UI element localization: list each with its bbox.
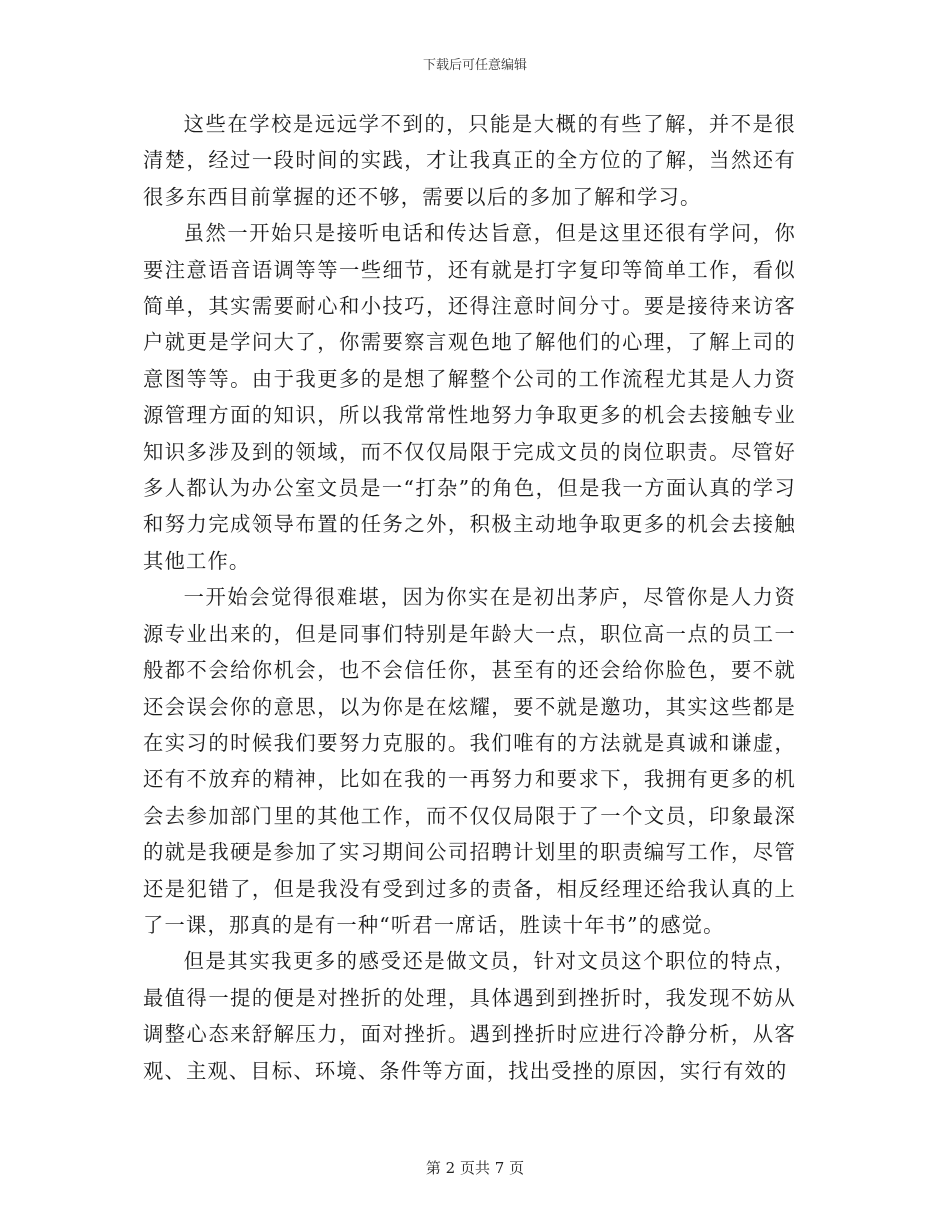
document-body [143,106,796,1089]
paragraph: 但是其实我更多的感受还是做文员，针对文员这个职位的特点，最值得一提的便是对挫折的处理，具体遇到到挫折时，我发现不妨从调整心态来舒解压力，面对挫折。遇到挫折时应进行冷静分析，从客观、主观、目标、环境、条件等方面，找出受挫的原因，实行有效的 [143,949,796,1083]
page-number-footer: 第 2 页共 7 页 [425,1159,525,1177]
page-header-note: 下载后可任意编辑 [422,58,527,73]
paragraph: 虽然一开始只是接听电话和传达旨意，但是这里还很有学问，你要注意语音语调等等一些细节，还有就是打字复印等简单工作，看似简单，其实需要耐心和小技巧，还得注意时间分寸。要是接待来访客户就更是学问大了，你需要察言观色地了解他们的心理，了解上司的意图等等。由于我更多的是想了解整个公司的工作流程尤其是人力资源管理方面的知识，所以我常常性地努力争取更多的机会去接触专业知识多涉及到的领域，而不仅仅局限于完成文员的岗位职责。尽管好多人都认为办公室文员是一“打杂”的角色，但是我一方面认真的学习和努力完成领导布置的任务之外，积极主动地争取更多的机会去接触其他工作。 [143,221,796,573]
paragraph: 一开始会觉得很难堪，因为你实在是初出茅庐，尽管你是人力资源专业出来的，但是同事们特别是年龄大一点，职位高一点的员工一般都不会给你机会，也不会信任你，甚至有的还会给你脸色，要不就还会误会你的意思，以为你是在炫耀，要不就是邀功，其实这些都是在实习的时候我们要努力克服的。我们唯有的方法就是真诚和谦虚，还有不放弃的精神，比如在我的一再努力和要求下，我拥有更多的机会去参加部门里的其他工作，而不仅仅局限于了一个文员，印象最深的就是我硬是参加了实习期间公司招聘计划里的职责编写工作，尽管还是犯错了，但是我没有受到过多的责备，相反经理还给我认真的上了一课，那真的是有一种“听君一席话，胜读十年书”的感觉。 [143,585,796,937]
paragraph: 这些在学校是远远学不到的，只能是大概的有些了解，并不是很清楚，经过一段时间的实践，才让我真正的全方位的了解，当然还有很多东西目前掌握的还不够，需要以后的多加了解和学习。 [143,112,796,209]
